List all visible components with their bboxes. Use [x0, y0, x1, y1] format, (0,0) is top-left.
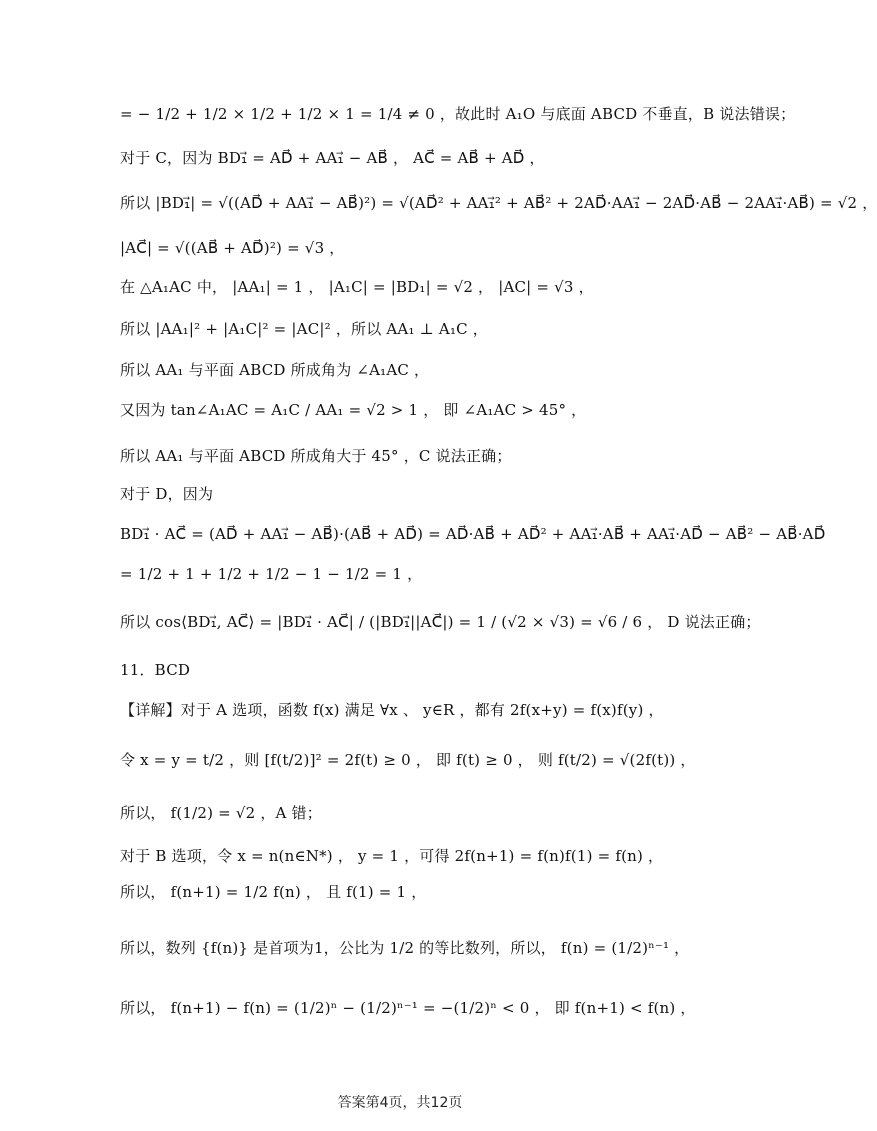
text-line-20: 所以，数列 {f(n)} 是首项为1，公比为 1/2 的等比数列，所以， f(n) = (1/2)ⁿ⁻¹ ，: [120, 939, 690, 957]
text-line-17: 所以， f(1/2) = √2 ，A 错；: [120, 804, 322, 822]
text-line-16: 令 x = y = t/2 ，则 [f(t/2)]² = 2f(t) ≥ 0 ， 即 f(t) ≥ 0 ， 则 f(t/2) = √(2f(t)) ，: [120, 751, 696, 769]
text-line-7: 所以 AA₁ 与平面 ABCD 所成角为 ∠A₁AC ，: [120, 361, 430, 379]
text-line-18: 对于 B 选项，令 x = n(n∈N*) ， y = 1 ，可得 2f(n+1) = f(n)f(1) = f(n) ，: [120, 847, 664, 865]
text-line-8: 又因为 tan∠A₁AC = A₁C / AA₁ = √2 > 1 ， 即 ∠A₁AC > 45° ，: [120, 401, 587, 419]
text-line-6: 所以 |AA₁|² + |A₁C|² = |AC|² ，所以 AA₁ ⊥ A₁C ，: [120, 320, 488, 338]
text-line-13: 所以 cos⟨BD₁⃗, AC⃗⟩ = |BD₁⃗ · AC⃗| / (|BD₁⃗||AC⃗|) = 1 / (√2 × √3) = √6 / 6 ， D 说法正确；: [120, 613, 761, 631]
text-line-10: 对于 D，因为: [120, 485, 214, 503]
text-line-5: 在 △A₁AC 中， |AA₁| = 1 ， |A₁C| = |BD₁| = √2 ， |AC| = √3 ，: [120, 278, 594, 296]
text-line-21: 所以， f(n+1) − f(n) = (1/2)ⁿ − (1/2)ⁿ⁻¹ = −(1/2)ⁿ < 0 ， 即 f(n+1) < f(n) ，: [120, 999, 696, 1017]
text-line-19: 所以， f(n+1) = 1/2 f(n) ， 且 f(1) = 1 ，: [120, 883, 427, 901]
text-line-11: BD₁⃗ · AC⃗ = (AD⃗ + AA₁⃗ − AB⃗)·(AB⃗ + AD⃗) = AD⃗·AB⃗ + AD⃗² + AA₁⃗·AB⃗ + AA₁⃗·AD⃗ − AB⃗² − AB⃗·AD⃗: [120, 525, 826, 543]
text-line-4: |AC⃗| = √((AB⃗ + AD⃗)²) = √3 ，: [120, 239, 345, 257]
question-number: 11．BCD: [120, 661, 191, 679]
text-line-12: = 1/2 + 1 + 1/2 + 1/2 − 1 − 1/2 = 1 ，: [120, 565, 423, 583]
text-line-3: 所以 |BD₁⃗| = √((AD⃗ + AA₁⃗ − AB⃗)²) = √(AD⃗² + AA₁⃗² + AB⃗² + 2AD⃗·AA₁⃗ − 2AD⃗·AB⃗ − 2AA₁⃗·AB⃗) = √2 ，: [120, 194, 877, 212]
text-line-9: 所以 AA₁ 与平面 ABCD 所成角大于 45° ，C 说法正确；: [120, 447, 512, 465]
text-line-15: 【详解】对于 A 选项，函数 f(x) 满足 ∀x 、 y∈R ，都有 2f(x+y) = f(x)f(y) ，: [120, 701, 664, 719]
text-line-1: = − 1/2 + 1/2 × 1/2 + 1/2 × 1 = 1/4 ≠ 0 ，故此时 A₁O 与底面 ABCD 不垂直，B 说法错误；: [120, 105, 796, 123]
page-footer: 答案第4页，共12页: [337, 1095, 463, 1111]
text-line-2: 对于 C，因为 BD₁⃗ = AD⃗ + AA₁⃗ − AB⃗ ， AC⃗ = AB⃗ + AD⃗ ，: [120, 149, 545, 167]
